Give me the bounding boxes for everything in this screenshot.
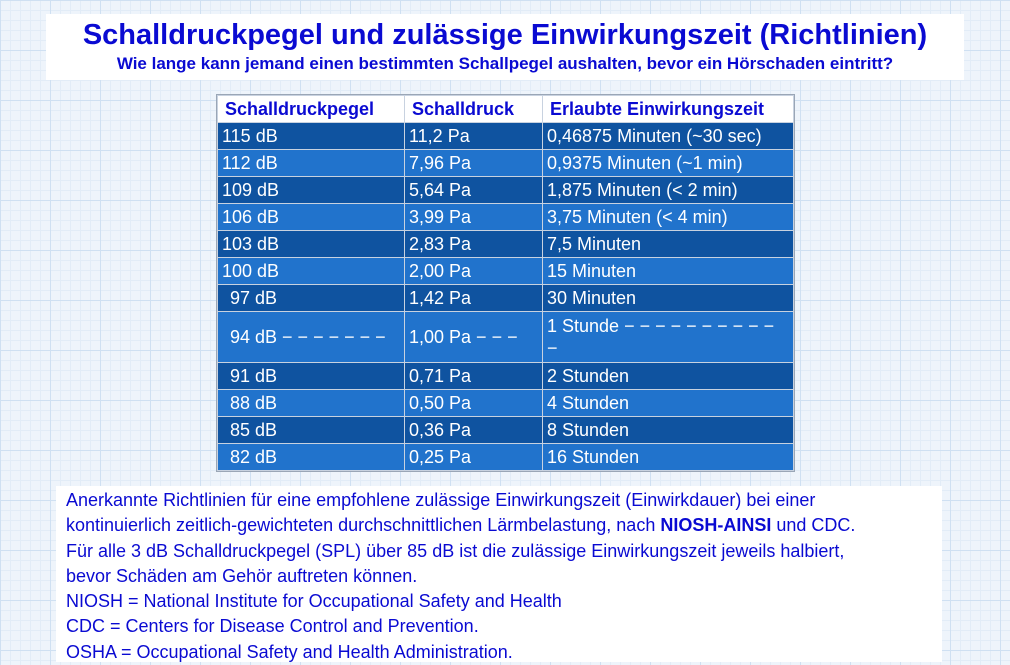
page-subtitle: Wie lange kann jemand einen bestimmten Schallpegel aushalten, bevor ein Hörschaden eintritt? [116,54,894,73]
table-row [218,123,794,150]
exposure-table-panel [216,94,795,472]
column-header-pressure: Schalldruck [405,96,543,123]
cell-level: 100 dB [218,258,405,285]
notes-panel [56,486,942,662]
header-panel [46,14,964,80]
table-row [218,204,794,231]
cell-time: 8 Stunden [543,417,794,444]
cell-time: 16 Stunden [543,444,794,471]
exposure-table [217,95,794,471]
cell-pressure: 7,96 Pa [405,150,543,177]
notes-line: bevor Schäden am Gehör auftreten können. [66,565,418,586]
table-row [218,363,794,390]
cell-time: 0,9375 Minuten (~1 min) [543,150,794,177]
cell-pressure: 1,42 Pa [405,285,543,312]
notes-line [66,513,942,538]
table-row [218,150,794,177]
table-row [218,312,794,363]
cell-time: 3,75 Minuten (< 4 min) [543,204,794,231]
table-row [218,231,794,258]
cell-pressure: 2,83 Pa [405,231,543,258]
cell-level: 85 dB [218,417,405,444]
niosh-ainsi-label: NIOSH-AINSI [660,515,772,536]
cell-level: 112 dB [218,150,405,177]
cell-time: 4 Stunden [543,390,794,417]
notes-line: NIOSH = National Institute for Occupational Safety and Health [66,591,562,612]
cell-pressure: 3,99 Pa [405,204,543,231]
table-header-row [218,96,794,123]
cell-pressure: 2,00 Pa [405,258,543,285]
cell-pressure: 0,50 Pa [405,390,543,417]
notes-text: und CDC. [771,515,856,536]
cell-pressure: 0,25 Pa [405,444,543,471]
page-title: Schalldruckpegel und zulässige Einwirkungszeit (Richtlinien) [82,19,928,51]
table-row [218,417,794,444]
cell-level: 115 dB [218,123,405,150]
cell-pressure: 0,36 Pa [405,417,543,444]
table-row [218,444,794,471]
notes-line: OSHA = Occupational Safety and Health Administration. [66,641,513,662]
notes-line: Für alle 3 dB Schalldruckpegel (SPL) über 85 dB ist die zulässige Einwirkungszeit jeweils halbiert, [66,540,845,561]
cell-level: 91 dB [218,363,405,390]
table-row [218,177,794,204]
table-body [218,123,794,471]
cell-time: 0,46875 Minuten (~30 sec) [543,123,794,150]
cell-level: 82 dB [218,444,405,471]
cell-time: 30 Minuten [543,285,794,312]
notes-line: Anerkannte Richtlinien für eine empfohlene zulässige Einwirkungszeit (Einwirkdauer) bei einer [66,490,816,510]
cell-time: 1,875 Minuten (< 2 min) [543,177,794,204]
column-header-level: Schalldruckpegel [218,96,405,123]
cell-level: 106 dB [218,204,405,231]
cell-pressure: 5,64 Pa [405,177,543,204]
cell-level: 103 dB [218,231,405,258]
cell-level: 88 dB [218,390,405,417]
table-row [218,285,794,312]
cell-level: 109 dB [218,177,405,204]
table-row [218,258,794,285]
column-header-time: Erlaubte Einwirkungszeit [543,96,794,123]
notes-line: CDC = Centers for Disease Control and Prevention. [66,616,479,637]
cell-time: 2 Stunden [543,363,794,390]
cell-pressure: 0,71 Pa [405,363,543,390]
table-row [218,390,794,417]
cell-time: 15 Minuten [543,258,794,285]
cell-pressure: 1,00 Pa − − − [405,312,543,363]
cell-time: 1 Stunde − − − − − − − − − − − [543,312,794,363]
notes-text: kontinuierlich zeitlich-gewichteten durchschnittlichen Lärmbelastung, nach [66,515,661,536]
cell-time: 7,5 Minuten [543,231,794,258]
cell-pressure: 11,2 Pa [405,123,543,150]
cell-level: 94 dB − − − − − − − [218,312,405,363]
cell-level: 97 dB [218,285,405,312]
